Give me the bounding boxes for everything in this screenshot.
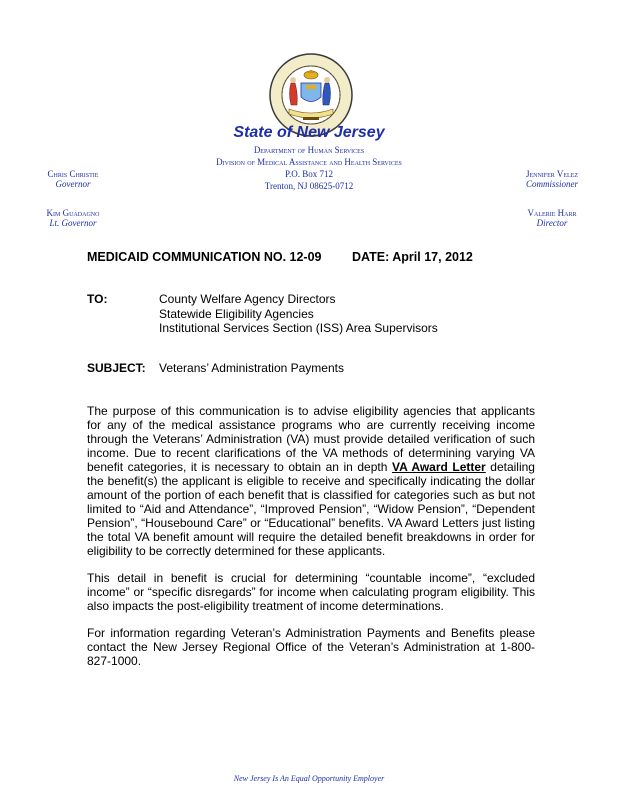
agency-state-name: State of New Jersey (233, 124, 385, 141)
recipients-list (159, 292, 438, 336)
city-address: Trenton, NJ 08625-0712 (264, 181, 354, 191)
division-name: Division of Medical Assistance and Health Services (216, 157, 402, 167)
communication-number: MEDICAID COMMUNICATION NO. 12-09 (87, 250, 322, 264)
subject-text: Veterans’ Administration Payments (159, 361, 344, 375)
department-name: Department of Human Services (253, 145, 365, 155)
official-name: Jennifer Velez (525, 169, 579, 179)
recipient: Institutional Services Section (ISS) Area Supervisors (159, 321, 438, 335)
body-paragraph-2: This detail in benefit is crucial for determining “countable income”, “excluded income” or “specific disregards” for income when calculating program eligibility. This also impacts the post-eligibility treatment of income determinations. (87, 571, 535, 613)
po-box: P.O. Box 712 (284, 169, 333, 179)
official-commissioner (497, 169, 607, 189)
official-title: Director (536, 218, 568, 228)
official-title: Lt. Governor (49, 218, 97, 228)
official-name: Kim Guadagno (46, 208, 100, 218)
recipient: County Welfare Agency Directors (159, 292, 336, 306)
official-director (497, 208, 607, 228)
subject-label: SUBJECT: (87, 361, 146, 375)
va-award-letter-emphasis: VA Award Letter (391, 460, 486, 474)
official-name: Valerie Harr (527, 208, 577, 218)
communication-date: DATE: April 17, 2012 (352, 250, 473, 264)
official-name: Chris Christie (47, 169, 99, 179)
to-label: TO: (87, 292, 108, 306)
official-governor (18, 169, 128, 189)
official-title: Commissioner (525, 179, 578, 189)
body-paragraph-3: For information regarding Veteran’s Administration Payments and Benefits please contact the New Jersey Regional Office of the Veteran’s Administration at 1-800-827-1000. (87, 626, 535, 668)
recipient: Statewide Eligibility Agencies (159, 306, 314, 321)
body-paragraph-1: The purpose of this communication is to advise eligibility agencies that applicants for any of the medical assistance programs who are currently receiving income through the Veterans’ Administration (VA) must provide detailed verification of such income. Due to recent clarifications of the VA methods of determining varying VA benefit categories, it is necessary to obtain an in depth VA Award Letter detailing the benefit(s) the applicant is eligible to receive and specifically indicating the dollar amount of the portion of each benefit that is classified for categories such as but not limited to “Aid and Attendance”, “Improved Pension”, “Widow Pension”, “Dependent Pension”, “Housebound Care” or “Educational” benefits. VA Award Letters just listing the total VA benefit amount will require the detailed benefit breakdowns in order for eligibility to be correctly determined for these applicants. (87, 404, 535, 558)
official-title: Governor (55, 179, 91, 189)
official-lt-governor (18, 208, 128, 228)
footer-equal-opportunity: New Jersey Is An Equal Opportunity Employer (233, 774, 385, 783)
